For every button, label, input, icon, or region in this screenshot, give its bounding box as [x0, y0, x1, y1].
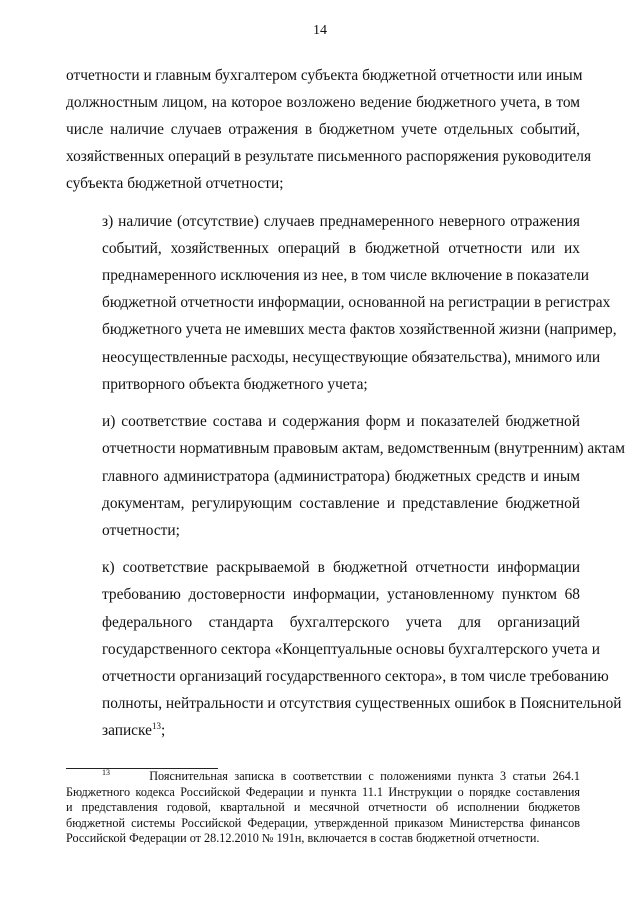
- text-line: преднамеренного исключения из нее, в том числе включение в показатели: [102, 267, 590, 285]
- text-line: неосуществленные расходы, несуществующие обязательства), мнимого или: [102, 348, 601, 366]
- text-line: з) наличие (отсутствие) случаев преднамеренного неверного отражения: [102, 213, 580, 231]
- text-line: полноты, нейтральности и отсутствия существенных ошибок в Пояснительной: [102, 694, 622, 712]
- text-line: и) соответствие состава и содержания форм и показателей бюджетной: [102, 413, 580, 431]
- text-line: бюджетной отчетности информации, основанной на регистрации в регистрах: [102, 294, 611, 312]
- paragraph-continuation: [66, 62, 592, 197]
- footnote-reference[interactable]: 13: [151, 720, 161, 731]
- text-line: должностным лицом, на которое возложено ведение бюджетного учета, в том: [66, 94, 580, 112]
- text-line: федерального стандарта бухгалтерского учета для организаций: [102, 613, 580, 631]
- text-fragment: ;: [160, 721, 166, 739]
- text-line: требованию достоверности информации, установленному пунктом 68: [102, 586, 580, 604]
- footnote-line: и представления годовой, квартальной и месячной отчетности об исполнении бюджетов: [66, 800, 580, 815]
- text-line: притворного объекта бюджетного учета;: [102, 375, 368, 393]
- text-line: субъекта бюджетной отчетности;: [66, 175, 284, 193]
- footnote-line: Российской Федерации от 28.12.2010 № 191н, включается в состав бюджетной отчетности.: [66, 831, 540, 846]
- text-line: отчетности организаций государственного сектора», в том числе требованию: [102, 667, 609, 685]
- footnote-text: Пояснительная записка в соответствии с положениями пункта 3 статьи 264.1: [149, 769, 581, 783]
- paragraph-k: [66, 554, 622, 744]
- footnote: [66, 769, 580, 847]
- text-line: отчетности;: [102, 521, 180, 539]
- footnote-mark: 13: [102, 767, 110, 777]
- footnote-line: Бюджетного кодекса Российской Федерации и пункта 11.1 Инструкции о порядке составления: [66, 784, 580, 799]
- footnote-line: бюджетной системы Российской Федерации, утвержденной приказом Министерства финансов: [66, 815, 580, 830]
- text-line: бюджетного учета не имевших места фактов хозяйственной жизни (например,: [102, 321, 617, 339]
- text-line: к) соответствие раскрываемой в бюджетной отчетности информации: [102, 559, 580, 577]
- text-line: документам, регулирующим составление и представление бюджетной: [102, 494, 580, 512]
- text-line: отчетности нормативным правовым актам, ведомственным (внутренним) актам: [102, 440, 625, 458]
- footnote-line: [66, 769, 580, 785]
- text-line: событий, хозяйственных операций в бюджетной отчетности или их: [102, 240, 580, 258]
- paragraph-z: [66, 208, 617, 398]
- text-line: хозяйственных операций в результате письменного распоряжения руководителя: [66, 148, 592, 166]
- text-line: отчетности и главным бухгалтером субъекта бюджетной отчетности или иным: [66, 67, 583, 84]
- page-number: 14: [313, 23, 327, 38]
- text-fragment: записке: [102, 721, 152, 739]
- text-line: государственного сектора «Концептуальные основы бухгалтерского учета и: [102, 640, 600, 658]
- text-line: главного администратора (администратора) бюджетных средств и иным: [102, 467, 580, 485]
- paragraph-i: [66, 408, 625, 543]
- text-line-with-footnote-ref: [66, 717, 580, 744]
- body-text: [66, 62, 625, 744]
- text-line: числе наличие случаев отражения в бюджетном учете отдельных событий,: [66, 121, 580, 139]
